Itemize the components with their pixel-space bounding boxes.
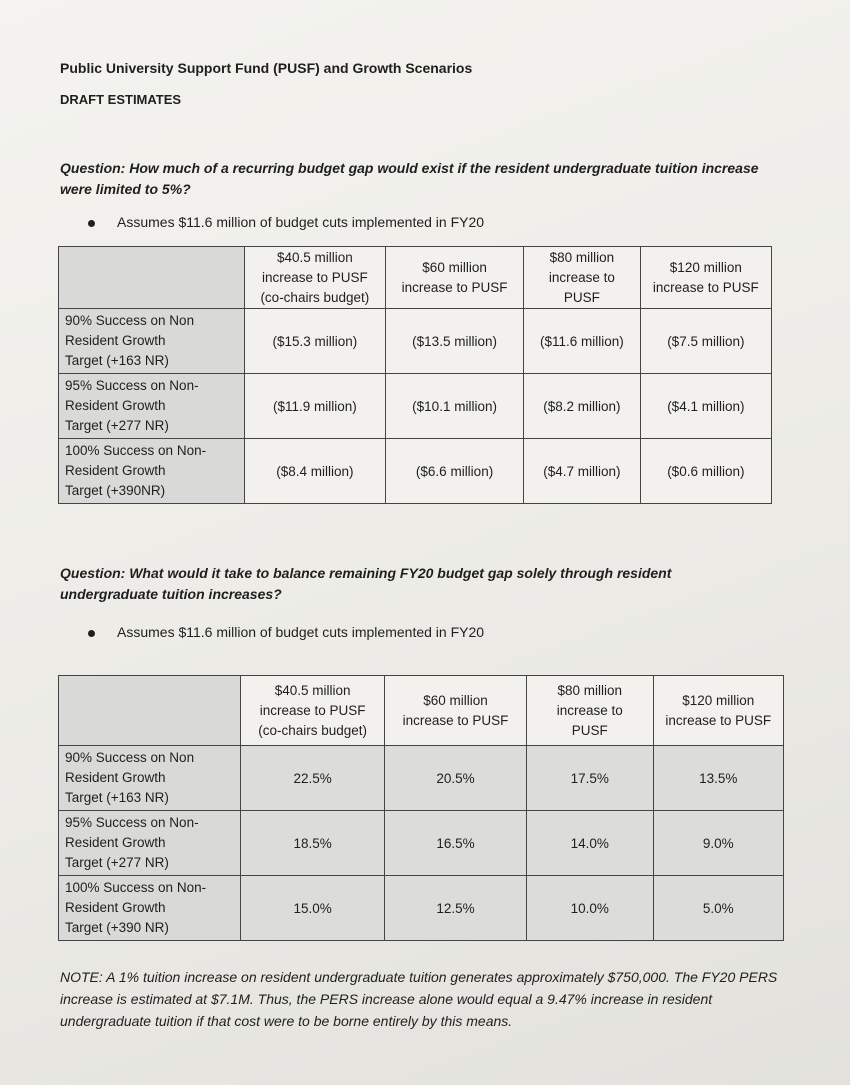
table-cell: ($0.6 million) xyxy=(640,439,771,504)
bullet-dot-icon xyxy=(88,220,95,227)
column-header-line: increase to PUSF xyxy=(401,279,508,295)
table-cell: 16.5% xyxy=(385,811,527,876)
row-header xyxy=(59,309,245,374)
row-header-line: Target (+277 NR) xyxy=(65,855,169,870)
table-cell: ($8.2 million) xyxy=(524,374,640,439)
table-cell: 5.0% xyxy=(653,876,783,941)
bullet-1 xyxy=(88,214,484,230)
table-row xyxy=(59,876,784,941)
table-cell: ($4.1 million) xyxy=(640,374,771,439)
table-row xyxy=(59,374,772,439)
row-header xyxy=(59,876,241,941)
column-header-line: increase to xyxy=(556,702,623,718)
question-2: Question: What would it take to balance remaining FY20 budget gap solely through resident undergraduate tuition increases? xyxy=(60,565,672,602)
column-header xyxy=(526,676,653,746)
column-header-line: increase to PUSF xyxy=(652,279,759,295)
table-header-row xyxy=(59,676,784,746)
row-header-line: Resident Growth xyxy=(65,835,166,850)
budget-gap-table xyxy=(58,246,772,504)
column-header-line: increase to PUSF xyxy=(261,269,368,285)
column-header-line: $120 million xyxy=(682,692,755,708)
bullet-2 xyxy=(88,624,484,640)
column-header-line: $80 million xyxy=(557,682,623,698)
bullet-dot-icon xyxy=(88,630,95,637)
table-cell: ($7.5 million) xyxy=(640,309,771,374)
row-header-line: 100% Success on Non- xyxy=(65,443,207,458)
column-header-line: increase to PUSF xyxy=(259,702,366,718)
document-subtitle: DRAFT ESTIMATES xyxy=(60,92,182,107)
table-header-row xyxy=(59,247,772,309)
row-header-line: Target (+390 NR) xyxy=(65,920,169,935)
column-header-line: (co-chairs budget) xyxy=(260,289,370,305)
table-cell: 20.5% xyxy=(385,746,527,811)
column-header-line: (co-chairs budget) xyxy=(258,722,368,738)
table-corner-cell xyxy=(59,676,241,746)
row-header-line: Resident Growth xyxy=(65,398,166,413)
row-header-line: 90% Success on Non xyxy=(65,750,195,765)
table-row xyxy=(59,811,784,876)
row-header-line: Resident Growth xyxy=(65,770,166,785)
row-header xyxy=(59,374,245,439)
table-cell: ($10.1 million) xyxy=(385,374,523,439)
column-header-line: PUSF xyxy=(563,289,600,305)
column-header xyxy=(640,247,771,309)
row-header-line: Target (+277 NR) xyxy=(65,418,169,433)
table-cell: 10.0% xyxy=(526,876,653,941)
table-row xyxy=(59,439,772,504)
table-cell: 13.5% xyxy=(653,746,783,811)
column-header-line: increase to PUSF xyxy=(402,712,509,728)
row-header xyxy=(59,811,241,876)
column-header xyxy=(244,247,385,309)
table-row xyxy=(59,746,784,811)
column-header-line: increase to xyxy=(548,269,615,285)
column-header xyxy=(385,247,523,309)
table-cell: ($11.6 million) xyxy=(524,309,640,374)
question-1: Question: How much of a recurring budget gap would exist if the resident undergraduate tuition increase were limited to 5%? xyxy=(60,160,759,197)
column-header-line: $40.5 million xyxy=(276,249,353,265)
row-header xyxy=(59,746,241,811)
column-header-line: PUSF xyxy=(571,722,608,738)
table-cell: 12.5% xyxy=(385,876,527,941)
table-cell: ($6.6 million) xyxy=(385,439,523,504)
table-cell: 9.0% xyxy=(653,811,783,876)
table-cell: 22.5% xyxy=(241,746,385,811)
row-header-line: 95% Success on Non- xyxy=(65,378,199,393)
table-cell: ($11.9 million) xyxy=(244,374,385,439)
column-header-line: $120 million xyxy=(669,259,742,275)
tuition-increase-table xyxy=(58,675,784,941)
table-cell: ($4.7 million) xyxy=(524,439,640,504)
table-cell: ($15.3 million) xyxy=(244,309,385,374)
column-header xyxy=(385,676,527,746)
row-header-line: Target (+390NR) xyxy=(65,483,166,498)
column-header-line: $60 million xyxy=(423,692,488,708)
bullet-1-text: Assumes $11.6 million of budget cuts implemented in FY20 xyxy=(117,214,485,230)
table-corner-cell xyxy=(59,247,245,309)
column-header xyxy=(524,247,640,309)
column-header-line: $80 million xyxy=(549,249,615,265)
document-title: Public University Support Fund (PUSF) and Growth Scenarios xyxy=(60,60,473,76)
row-header-line: Target (+163 NR) xyxy=(65,353,169,368)
row-header-line: Target (+163 NR) xyxy=(65,790,169,805)
column-header-line: $40.5 million xyxy=(274,682,351,698)
column-header xyxy=(653,676,783,746)
footnote: NOTE: A 1% tuition increase on resident undergraduate tuition generates approximately $750,000. The FY20 PERS increase is estimated at $7.1M. Thus, the PERS increase alone would equal a 9.47% increase in resident undergraduate tuition if that cost were to be borne entirely by this means. xyxy=(60,969,778,1029)
row-header-line: Resident Growth xyxy=(65,333,166,348)
row-header xyxy=(59,439,245,504)
row-header-line: 95% Success on Non- xyxy=(65,815,199,830)
row-header-line: Resident Growth xyxy=(65,900,166,915)
column-header-line: increase to PUSF xyxy=(665,712,772,728)
table-cell: 14.0% xyxy=(526,811,653,876)
table-cell: ($13.5 million) xyxy=(385,309,523,374)
table-cell: 15.0% xyxy=(241,876,385,941)
table-cell: 17.5% xyxy=(526,746,653,811)
column-header xyxy=(241,676,385,746)
row-header-line: 100% Success on Non- xyxy=(65,880,207,895)
row-header-line: 90% Success on Non xyxy=(65,313,195,328)
table-row xyxy=(59,309,772,374)
bullet-2-text: Assumes $11.6 million of budget cuts implemented in FY20 xyxy=(117,624,485,640)
table-cell: ($8.4 million) xyxy=(244,439,385,504)
row-header-line: Resident Growth xyxy=(65,463,166,478)
column-header-line: $60 million xyxy=(422,259,487,275)
table-cell: 18.5% xyxy=(241,811,385,876)
